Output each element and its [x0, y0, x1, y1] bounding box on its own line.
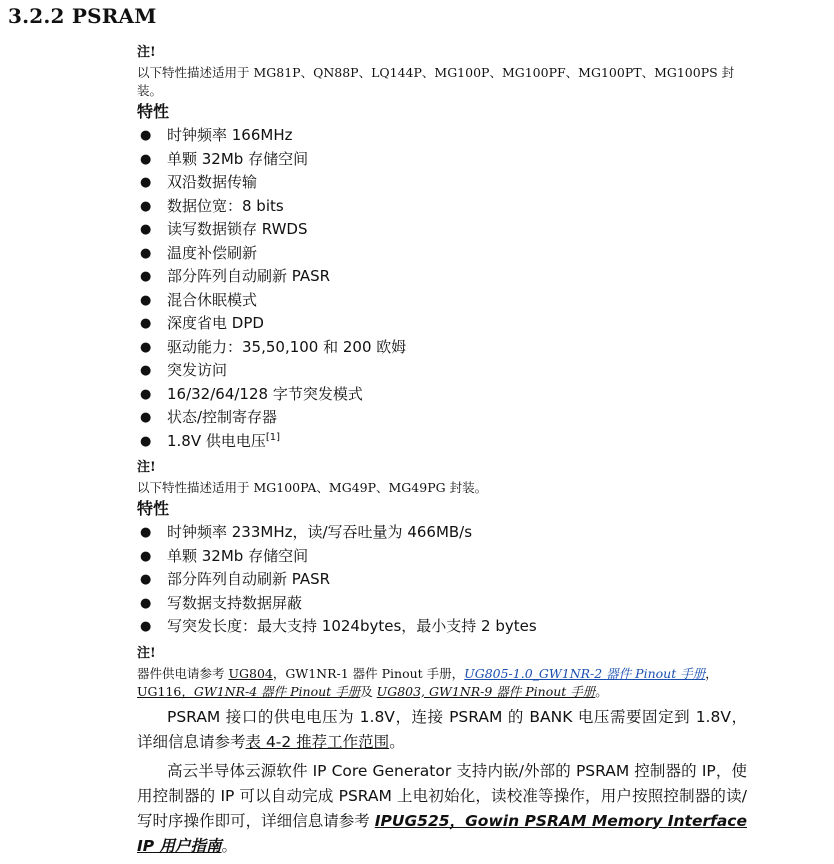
- features-title-2: 特性: [137, 499, 170, 518]
- list-item: ● 部分阵列自动刷新 PASR: [137, 265, 747, 289]
- bullet-icon: ●: [140, 292, 152, 308]
- note-title-1: 注!: [137, 45, 156, 60]
- bullet-icon: ●: [140, 269, 152, 284]
- list-item: ● 混合休眠模式: [137, 289, 747, 313]
- list-item: ● 写数据支持数据屏蔽: [137, 592, 747, 616]
- bullet-icon: ●: [140, 128, 152, 143]
- list-item: ● 温度补偿刷新: [137, 242, 747, 266]
- link-ipug525[interactable]: IPUG525，Gowin PSRAM Memory Interface IP 用户指南: [137, 811, 747, 855]
- bullet-icon: ●: [140, 433, 152, 449]
- list-item: ● 驱动能力：35,50,100 和 200 欧姆: [137, 336, 747, 360]
- list-item: ● 单颗 32Mb 存储空间: [137, 148, 747, 172]
- link-ug116-title[interactable]: ，GW1NR-4 器件 Pinout 手册: [181, 683, 361, 699]
- list-item: ● 16/32/64/128 字节突发模式: [137, 383, 747, 407]
- paragraph-ip-core: 高云半导体云源软件 IP Core Generator 支持内嵌/外部的 PSRAM 控制器的 IP，使用控制器的 IP 可以自动完成 PSRAM 上电初始化，读校准等操作，用户按照控制器的读/写时序操作即可，详细信息请参考 IPUG525，Gowin PSRAM Memory Interface IP 用户指南。: [137, 761, 747, 855]
- list-item: ● 突发访问: [137, 359, 747, 383]
- section-heading: 3.2.2 PSRAM: [8, 4, 157, 28]
- bullet-icon: ●: [140, 222, 152, 237]
- bullet-icon: ●: [140, 548, 152, 564]
- bullet-icon: ●: [140, 595, 152, 611]
- link-table-4-2[interactable]: 表 4-2 推荐工作范围: [245, 732, 390, 751]
- list-item: ● 状态/控制寄存器: [137, 406, 747, 430]
- bullet-icon: ●: [140, 198, 152, 214]
- list-item: ● 部分阵列自动刷新 PASR: [137, 568, 747, 592]
- content: [137, 42, 747, 859]
- bullet-icon: ●: [140, 363, 152, 378]
- note-text-3: 器件供电请参考 UG804，GW1NR-1 器件 Pinout 手册，UG805-1.0_GW1NR-2 器件 Pinout 手册，UG116，GW1NR-4 器件 Pinout 手册及 UG803, GW1NR-9 器件 Pinout 手册。: [137, 665, 718, 699]
- bullet-icon: ●: [140, 410, 152, 425]
- footnote-ref[interactable]: [1]: [265, 431, 281, 443]
- bullet-icon: ●: [140, 175, 152, 190]
- list-item: ● 时钟频率 166MHz: [137, 124, 747, 148]
- link-ug803[interactable]: UG803, GW1NR-9 器件 Pinout 手册: [376, 683, 596, 699]
- note-text-1: 以下特性描述适用于 MG81P、QN88P、LQ144P、MG100P、MG100PF、MG100PT、MG100PS 封装。: [137, 65, 735, 98]
- bullet-icon: ●: [140, 316, 152, 331]
- features-title-1: 特性: [137, 102, 170, 121]
- list-item: ● 单颗 32Mb 存储空间: [137, 545, 747, 569]
- list-item: ● 深度省电 DPD: [137, 312, 747, 336]
- bullet-icon: ●: [140, 525, 152, 540]
- note-text-2: 以下特性描述适用于 MG100PA、MG49P、MG49PG 封装。: [137, 480, 488, 495]
- note-title-3: 注!: [137, 645, 156, 661]
- bullet-icon: ●: [140, 151, 152, 167]
- bullet-icon: ●: [140, 386, 152, 402]
- paragraph-voltage: PSRAM 接口的供电电压为 1.8V，连接 PSRAM 的 BANK 电压需要固定到 1.8V，详细信息请参考表 4-2 推荐工作范围。: [137, 707, 747, 751]
- bullet-icon: ●: [140, 619, 152, 634]
- list-item: ● 时钟频率 233MHz，读/写吞吐量为 466MB/s: [137, 521, 747, 545]
- list-item: ● 1.8V 供电电压[1]: [137, 430, 747, 454]
- list-item: ● 读写数据锁存 RWDS: [137, 218, 747, 242]
- bullet-icon: ●: [140, 339, 152, 355]
- list-item: ● 双沿数据传输: [137, 171, 747, 195]
- bullet-icon: ●: [140, 245, 152, 261]
- list-item: ● 数据位宽：8 bits: [137, 195, 747, 219]
- link-ug116[interactable]: UG116: [137, 683, 182, 699]
- link-ug805[interactable]: UG805-1.0_GW1NR-2 器件 Pinout 手册: [464, 665, 706, 681]
- feature-list-1: [137, 124, 747, 453]
- note-title-2: 注!: [137, 460, 156, 475]
- bullet-icon: ●: [140, 572, 152, 587]
- link-ug804[interactable]: UG804: [228, 665, 273, 681]
- list-item: ● 写突发长度：最大支持 1024bytes，最小支持 2 bytes: [137, 615, 747, 639]
- feature-list-2: [137, 521, 747, 639]
